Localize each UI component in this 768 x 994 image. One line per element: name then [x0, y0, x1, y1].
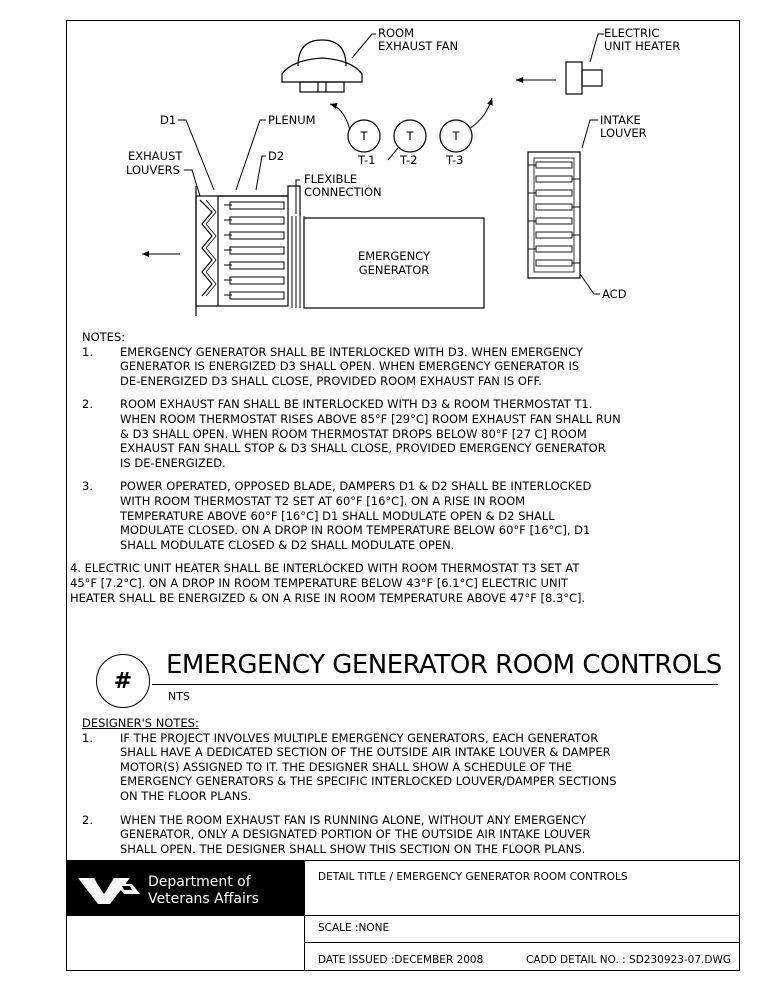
- designer-note-1-line: SHALL HAVE A DEDICATED SECTION OF THE OUTSIDE AIR INTAKE LOUVER & DAMPER: [120, 745, 611, 760]
- note-2-line: IS DE-ENERGIZED.: [120, 455, 226, 470]
- title-block-divider: [304, 915, 305, 971]
- thermostat-t1-label: T-1: [358, 153, 376, 167]
- designer-note-1-line: EMERGENCY GENERATORS & THE SPECIFIC INTERLOCKED LOUVER/DAMPER SECTIONS: [120, 774, 617, 789]
- note-2-line: EXHAUST FAN SHALL STOP & D3 SHALL CLOSE, PROVIDED EMERGENCY GENERATOR: [120, 441, 606, 456]
- designer-note-2-line: SHALL OPEN. THE DESIGNER SHALL SHOW THIS SECTION ON THE FLOOR PLANS.: [120, 841, 586, 856]
- intake-louver-label-1: INTAKE: [600, 113, 641, 127]
- intake-louver-blades: [528, 162, 580, 266]
- acd-label: ACD: [602, 287, 627, 301]
- designer-note-2-number: 2.: [82, 812, 93, 827]
- note-2-line: WHEN ROOM THERMOSTAT RISES ABOVE 85°F [29°C] ROOM EXHAUST FAN SHALL RUN: [120, 411, 621, 426]
- page-title: EMERGENCY GENERATOR ROOM CONTROLS: [166, 650, 722, 680]
- thermostat-t1: [348, 120, 380, 167]
- designer-note-1-line: IF THE PROJECT INVOLVES MULTIPLE EMERGENCY GENERATORS, EACH GENERATOR: [120, 730, 599, 745]
- note-4-line: 4. ELECTRIC UNIT HEATER SHALL BE INTERLOCKED WITH ROOM THERMOSTAT T3 SET AT: [70, 561, 580, 576]
- room-exhaust-fan: [282, 40, 362, 92]
- va-logo-panel: [66, 860, 304, 915]
- note-3-line: WITH ROOM THERMOSTAT T2 SET AT 60°F [16°C]. ON A RISE IN ROOM: [120, 493, 526, 508]
- scale-field: SCALE :NONE: [318, 922, 390, 934]
- title-block-row-line: [66, 915, 740, 916]
- control-diagram: [0, 0, 768, 330]
- note-3-line: POWER OPERATED, OPPOSED BLADE, DAMPERS D1 & D2 SHALL BE INTERLOCKED: [120, 479, 592, 494]
- scale-note: NTS: [168, 690, 190, 703]
- flexible-connection: [292, 216, 304, 308]
- designer-notes-section: [82, 716, 722, 865]
- note-4-line: HEATER SHALL BE ENERGIZED & ON A RISE IN ROOM TEMPERATURE ABOVE 47°F [8.3°C].: [70, 590, 586, 605]
- t2-control-line: [388, 148, 398, 160]
- plenum-leader: [236, 120, 266, 190]
- title-block-row-line: [304, 942, 740, 943]
- d2-leader: [256, 156, 266, 190]
- emergency-generator-label-1: EMERGENCY: [357, 249, 431, 263]
- title-underline: [152, 684, 718, 685]
- thermostat-t1-symbol: T: [360, 129, 368, 143]
- thermostat-t3-symbol: T: [452, 129, 460, 143]
- department-name-line: Department of: [148, 874, 251, 890]
- detail-number-circle: #: [96, 654, 150, 708]
- t3-control-line: [470, 98, 492, 128]
- designer-note-1: [82, 731, 722, 804]
- notes-header: NOTES:: [82, 330, 126, 344]
- department-name-line: Veterans Affairs: [148, 891, 259, 907]
- cadd-detail-field: CADD DETAIL NO. : SD230923-07.DWG: [526, 954, 731, 966]
- note-1: [82, 345, 722, 389]
- flexible-connection-label-2: CONNECTION: [304, 185, 382, 199]
- title-block: [66, 860, 740, 971]
- note-3-line: SHALL MODULATE CLOSED & D2 SHALL MODULATE OPEN.: [120, 537, 455, 552]
- electric-unit-heater: [566, 62, 602, 94]
- d2-label: D2: [268, 149, 285, 163]
- designer-notes-header: DESIGNER'S NOTES:: [82, 716, 199, 730]
- note-3-number: 3.: [82, 479, 93, 494]
- note-3-line: MODULATE CLOSED. ON A DROP IN ROOM TEMPERATURE BELOW 60°F [16°C], D1: [120, 523, 591, 538]
- department-name: [148, 874, 259, 908]
- designer-note-1-line: MOTOR(S) ASSIGNED TO IT. THE DESIGNER SHALL SHOW A SCHEDULE OF THE: [120, 759, 572, 774]
- exhaust-louvers-label-2: LOUVERS: [126, 163, 180, 177]
- acd-leader: [580, 274, 600, 294]
- heater-leader: [590, 34, 604, 62]
- thermostat-t3-label: T-3: [446, 153, 464, 167]
- designer-note-2: [82, 813, 722, 857]
- thermostat-t2-label: T-2: [400, 153, 418, 167]
- note-2-number: 2.: [82, 397, 93, 412]
- detail-title: [96, 648, 722, 708]
- flexible-connection-label-1: FLEXIBLE: [304, 172, 358, 186]
- va-logo-icon: [74, 868, 144, 908]
- thermostat-t2-symbol: T: [406, 129, 414, 143]
- designer-note-2-line: WHEN THE ROOM EXHAUST FAN IS RUNNING ALONE, WITHOUT ANY EMERGENCY: [120, 812, 586, 827]
- note-4-line: 45°F [7.2°C]. ON A DROP IN ROOM TEMPERATURE BELOW 43°F [6.1°C] ELECTRIC UNIT: [70, 575, 568, 590]
- intake-louver-label-2: LOUVER: [600, 126, 647, 140]
- note-2-line: & D3 SHALL OPEN. WHEN ROOM THERMOSTAT DROPS BELOW 80°F [27 C] ROOM: [120, 426, 587, 441]
- note-3-line: TEMPERATURE ABOVE 60°F [16°C] D1 SHALL MODULATE OPEN & D2 SHALL: [120, 508, 555, 523]
- thermostat-t3: [440, 120, 472, 167]
- electric-unit-heater-label-2: UNIT HEATER: [604, 39, 681, 53]
- exhaust-louvers-leader: [184, 170, 200, 196]
- room-exhaust-fan-label-1: ROOM: [378, 26, 415, 40]
- damper-blades: [224, 202, 284, 299]
- room-exhaust-fan-label-2: EXHAUST FAN: [378, 39, 459, 53]
- detail-title-field: DETAIL TITLE / EMERGENCY GENERATOR ROOM CONTROLS: [318, 871, 628, 883]
- note-2-line: ROOM EXHAUST FAN SHALL BE INTERLOCKED WITH D3 & ROOM THERMOSTAT T1.: [120, 397, 593, 412]
- thermostat-t2: [394, 120, 426, 167]
- intake-louver: [528, 152, 580, 278]
- designer-note-1-number: 1.: [82, 730, 93, 745]
- date-issued-field: DATE ISSUED :DECEMBER 2008: [318, 954, 484, 966]
- note-1-line: DE-ENERGIZED D3 SHALL CLOSE, PROVIDED ROOM EXHAUST FAN IS OFF.: [120, 373, 542, 388]
- fan-leader: [352, 34, 376, 58]
- intake-louver-leader: [582, 120, 598, 148]
- note-3: [82, 479, 722, 552]
- emergency-generator-label-2: GENERATOR: [358, 263, 430, 277]
- note-4: [70, 561, 722, 605]
- t1-control-line: [330, 104, 350, 130]
- note-1-line: EMERGENCY GENERATOR SHALL BE INTERLOCKED WITH D3. WHEN EMERGENCY: [120, 344, 583, 359]
- electric-unit-heater-label-1: ELECTRIC: [604, 26, 660, 40]
- notes-section: [70, 330, 722, 614]
- d1-leader: [178, 120, 214, 190]
- note-1-line: GENERATOR IS ENERGIZED D3 SHALL OPEN. WHEN EMERGENCY GENERATOR IS: [120, 359, 580, 374]
- designer-note-2-line: GENERATOR, ONLY A DESIGNATED PORTION OF THE OUTSIDE AIR INTAKE LOUVER: [120, 827, 591, 842]
- plenum-label: PLENUM: [268, 113, 316, 127]
- title-block-divider: [304, 860, 305, 915]
- note-1-number: 1.: [82, 344, 93, 359]
- exhaust-louvers-label-1: EXHAUST: [128, 149, 183, 163]
- d1-label: D1: [160, 113, 177, 127]
- note-2: [82, 397, 722, 470]
- designer-note-1-line: ON THE FLOOR PLANS.: [120, 788, 252, 803]
